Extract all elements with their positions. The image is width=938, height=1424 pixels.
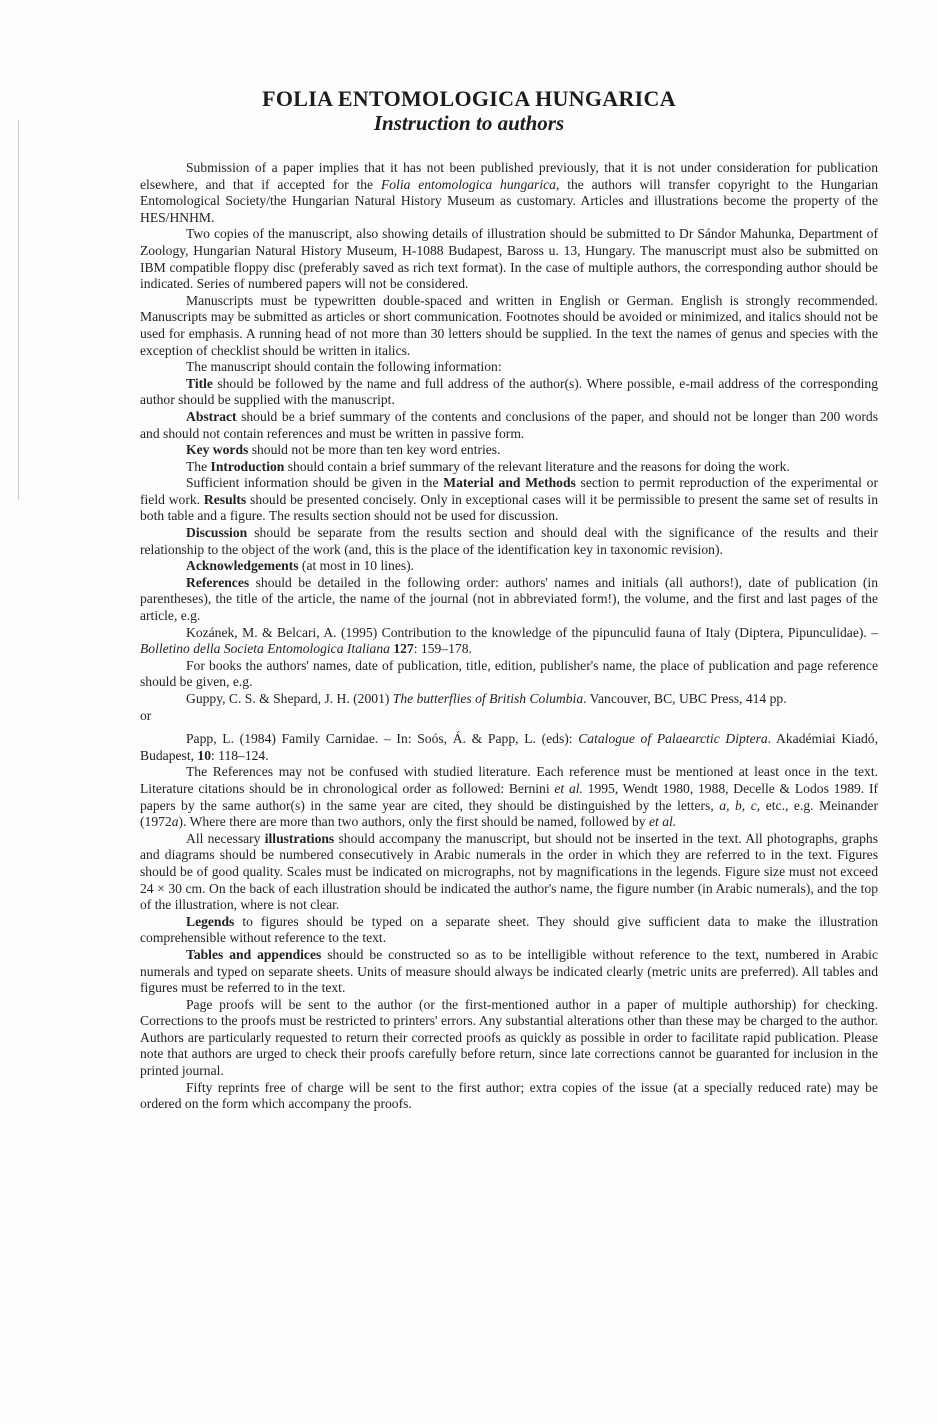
instructions-body xyxy=(140,160,878,1113)
paragraph-key-words: Key words should not be more than ten key word entries. xyxy=(186,442,501,458)
paragraph-acknowledgements: Acknowledgements (at most in 10 lines). xyxy=(186,558,415,574)
or-separator: or xyxy=(140,707,152,723)
paragraph-reprints: Fifty reprints free of charge will be sent to the first author; extra copies of the issue (at a specially reduced rate) may be ordered on the form which accompany the proofs. xyxy=(140,1079,878,1112)
term-discussion: Discussion xyxy=(186,525,248,541)
paragraph-discussion: Discussion should be separate from the results section and should deal with the significance of the results and their relationship to the object of the work (and, this is the place of the identification key in taxonomic revision). xyxy=(140,525,878,557)
term-abstract: Abstract xyxy=(186,408,237,424)
term-introduction: Introduction xyxy=(210,458,285,474)
paragraph-references: References should be detailed in the following order: authors' names and initials (all authors!), date of publication (in parentheses), the title of the article, the name of the journal (not in abbreviated form!), the volume, and the first and last pages of the article, e.g. xyxy=(140,574,878,624)
paragraph-legends: Legends to figures should be typed on a separate sheet. They should give sufficient data to make the illustration comprehensible without reference to the text. xyxy=(140,913,878,946)
reference-example-book: Guppy, C. S. & Shepard, J. H. (2001) The butterflies of British Columbia. Vancouver, BC, UBC Press, 414 pp. xyxy=(186,691,787,706)
term-tables-appendices: Tables and appendices xyxy=(186,946,322,962)
page-subtitle: Instruction to authors xyxy=(373,111,565,135)
term-results: Results xyxy=(203,491,247,507)
term-title: Title xyxy=(186,375,213,391)
paragraph-proofs: Page proofs will be sent to the author (or the first-mentioned author in a paper of multiple authorship) for checking. Corrections to the proofs must be restricted to printers' errors. Any substantial alterations other than these may be charged to the author. Authors are particularly requested to return their corrected proofs as quickly as possible in order to facilitate rapid publication. Please note that authors are urged to check their proofs carefully before return, since late corrections cannot be guaranted for inclusion in the printed journal. xyxy=(140,996,878,1079)
reference-example-chapter: Papp, L. (1984) Family Carnidae. – In: Soós, Á. & Papp, L. (eds): Catalogue of Palaearctic Diptera. Akadémiai Kiadó, Budapest, 10: 118–124. xyxy=(140,731,879,763)
term-material-methods: Material and Methods xyxy=(443,475,576,491)
paragraph-title: Title should be followed by the name and full address of the author(s). Where possible, e-mail address of the corresponding author should be supplied with the manuscript. xyxy=(140,375,878,408)
journal-name-italic: Folia entomologica hungarica xyxy=(380,176,556,192)
paragraph-abstract: Abstract should be a brief summary of the contents and conclusions of the paper, and should not be longer than 200 words and should not contain references and must be written in passive form. xyxy=(140,408,878,441)
reference-example-article: Kozánek, M. & Belcari, A. (1995) Contribution to the knowledge of the pipunculid fauna of Italy (Diptera, Pipunculidae). – Bolletino della Societa Entomologica Italiana 127: 159–178. xyxy=(140,624,878,657)
term-references: References xyxy=(186,574,250,590)
scan-edge-line xyxy=(18,120,19,500)
journal-title: FOLIA ENTOMOLOGICA HUNGARICA xyxy=(262,86,676,111)
term-illustrations: illustrations xyxy=(264,830,335,846)
paragraph-methods-results: Sufficient information should be given in the Material and Methods section to permit reproduction of the experimental or field work. Results should be presented concisely. Only in exceptional cases will it be permissible to present the same set of results in both table and a figure. The results section should not be used for discussion. xyxy=(140,475,879,524)
paragraph-citations: The References may not be confused with studied literature. Each reference must be mentioned at least once in the text. Literature citations should be in chronological order as followed: Bernini et al. 1995, Wendt 1980, 1988, Decelle & Lodos 1989. If papers by the same author(s) in the same year are cited, they should be distinguished by the letters, a, b, c, etc., e.g. Meinander (1972a). Where there are more than two authors, only the first should be named, followed by et al. xyxy=(140,764,878,830)
paragraph-manuscript-format: Manuscripts must be typewritten double-spaced and written in English or German. English is strongly recommended. Manuscripts may be submitted as articles or short communication. Footnotes should be avoided or minimized, and italics should not be used for emphasis. A running head of not more than 30 letters should be supplied. In the text the names of genus and species with the exception of checklist should be written in italics. xyxy=(140,292,878,358)
paragraph-manuscript-copies: Two copies of the manuscript, also showing details of illustration should be submitted to Dr Sándor Mahunka, Department of Zoology, Hungarian Natural History Museum, H-1088 Budapest, Baross u. 13, Hungary. The manuscript must also be submitted on IBM compatible floppy disc (preferably saved as rich text format). In the case of multiple authors, the corresponding author should be indicated. Series of numbered papers will not be considered. xyxy=(140,226,878,292)
term-acknowledgements: Acknowledgements xyxy=(186,558,299,574)
term-key-words: Key words xyxy=(186,442,249,458)
paragraph-illustrations: All necessary illustrations should accompany the manuscript, but should not be inserted in the text. All photographs, graphs and diagrams should be numbered consecutively in Arabic numerals in the order in which they are referred to in the text. Figures should be of good quality. Scales must be indicated on micrographs, not by magnifications in the legends. Figure size must not exceed 24 × 30 cm. On the back of each illustration should be indicated the author's name, the figure number (in Arabic numerals), and the top of the illustration, where is not clear. xyxy=(140,830,878,913)
paragraph-contents-intro: The manuscript should contain the following information: xyxy=(186,359,502,375)
paragraph-tables: Tables and appendices should be constructed so as to be intelligible without reference to the text, numbered in Arabic numerals and typed on separate sheets. Units of measure should always be indicated clearly (metric units are preferred). All tables and figures must be referred to in the text. xyxy=(140,946,878,996)
term-legends: Legends xyxy=(186,913,235,929)
paragraph-introduction: The Introduction should contain a brief summary of the relevant literature and the reasons for doing the work. xyxy=(186,458,790,474)
paragraph-submission: Submission of a paper implies that it has not been published previously, that it is not under consideration for publication elsewhere, and that if accepted for the Folia entomologica hungarica, the authors will transfer copyright to the Hungarian Entomological Society/the Hungarian Natural History Museum as customary. Articles and illustrations become the property of the HES/HNHM. xyxy=(140,160,878,225)
paragraph-books: For books the authors' names, date of publication, title, edition, publisher's name, the place of publication and page reference should be given, e.g. xyxy=(140,657,878,690)
